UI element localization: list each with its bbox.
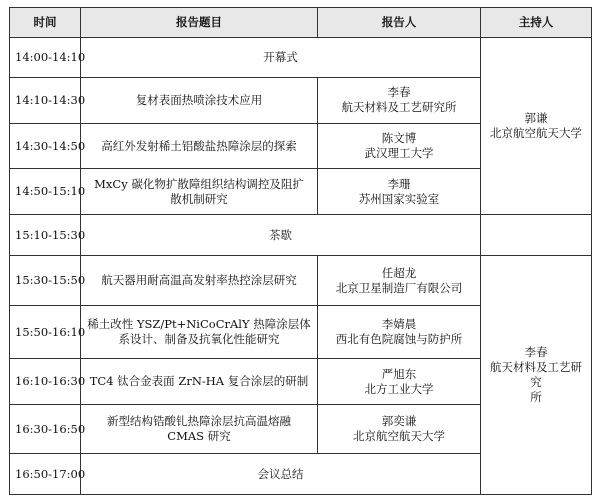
host-cell [481, 38, 592, 215]
speaker-affiliation: 北京卫星制造厂有限公司 [335, 280, 463, 295]
speaker-name: 任超龙 [381, 265, 417, 280]
speaker-cell [318, 359, 481, 405]
session-cell: 开幕式 [81, 38, 481, 78]
topic-line: 新型结构锆酸钆热障涂层抗高温熔融 [107, 414, 291, 429]
speaker-affiliation: 航天材料及工艺研究所 [341, 100, 457, 115]
session-cell: 会议总结 [81, 454, 481, 495]
topic-line: 稀土改性 YSZ/Pt+NiCoCrAlY 热障涂层体 [87, 317, 311, 332]
host-cell [481, 256, 592, 495]
header-row [10, 8, 592, 38]
topic-cell [81, 306, 318, 359]
header-speaker: 报告人 [318, 8, 481, 38]
time-cell: 16:50-17:00 [10, 454, 81, 495]
speaker-affiliation: 西北有色院腐蚀与防护所 [335, 332, 463, 347]
time-cell: 16:30-16:50 [10, 405, 81, 454]
header-topic: 报告题目 [81, 8, 318, 38]
speaker-name: 李婧晨 [381, 317, 417, 332]
host-name: 郭谦 [524, 111, 548, 126]
table-row [10, 38, 592, 78]
host-affiliation: 所 [530, 390, 542, 405]
time-cell: 16:10-16:30 [10, 359, 81, 405]
host-name: 李春 [524, 345, 548, 360]
speaker-cell [318, 306, 481, 359]
speaker-affiliation: 武汉理工大学 [364, 146, 434, 160]
time-cell: 14:50-15:10 [10, 169, 81, 215]
speaker-affiliation: 北京航空航天大学 [353, 429, 445, 444]
time-cell: 14:00-14:10 [10, 38, 81, 78]
topic-line: TC4 钛合金表面 ZrN-HA 复合涂层的研制 [89, 374, 309, 389]
session-cell: 茶歇 [81, 215, 481, 256]
speaker-name: 陈文博 [381, 131, 417, 145]
topic-cell [81, 169, 318, 215]
topic-line: CMAS 研究 [167, 429, 231, 444]
host-affiliation: 北京航空航天大学 [490, 126, 582, 141]
time-cell: 15:50-16:10 [10, 306, 81, 359]
host-cell-empty [481, 215, 592, 256]
speaker-affiliation: 北方工业大学 [364, 381, 434, 396]
speaker-name: 李春 [387, 85, 411, 100]
speaker-name: 郭奕谦 [381, 414, 417, 429]
speaker-affiliation: 苏州国家实验室 [358, 191, 440, 206]
topic-cell [81, 77, 318, 123]
time-cell: 15:10-15:30 [10, 215, 81, 256]
topic-line: 系设计、制备及抗氧化性能研究 [118, 332, 280, 347]
topic-cell [81, 359, 318, 405]
schedule-table [9, 7, 592, 495]
speaker-name: 严旭东 [381, 366, 417, 381]
table-row [10, 256, 592, 306]
time-cell: 14:10-14:30 [10, 77, 81, 123]
topic-line: 高红外发射稀土铝酸盐热障涂层的探索 [101, 138, 297, 153]
topic-cell [81, 123, 318, 169]
topic-line: 航天器用耐高温高发射率热控涂层研究 [101, 273, 297, 288]
table-row [10, 215, 592, 256]
header-host: 主持人 [481, 8, 592, 38]
topic-line: MxCy 碳化物扩散障组织结构调控及阻扩 [94, 176, 304, 191]
speaker-cell [318, 77, 481, 123]
host-affiliation: 航天材料及工艺研究 [490, 360, 582, 390]
speaker-name: 李珊 [387, 176, 411, 191]
speaker-cell [318, 405, 481, 454]
topic-line: 散机制研究 [170, 191, 228, 206]
time-cell: 15:30-15:50 [10, 256, 81, 306]
speaker-cell [318, 256, 481, 306]
time-cell: 14:30-14:50 [10, 123, 81, 169]
topic-cell [81, 256, 318, 306]
speaker-cell [318, 169, 481, 215]
header-time: 时间 [10, 8, 81, 38]
speaker-cell [318, 123, 481, 169]
topic-line: 复材表面热喷涂技术应用 [135, 92, 263, 107]
topic-cell [81, 405, 318, 454]
